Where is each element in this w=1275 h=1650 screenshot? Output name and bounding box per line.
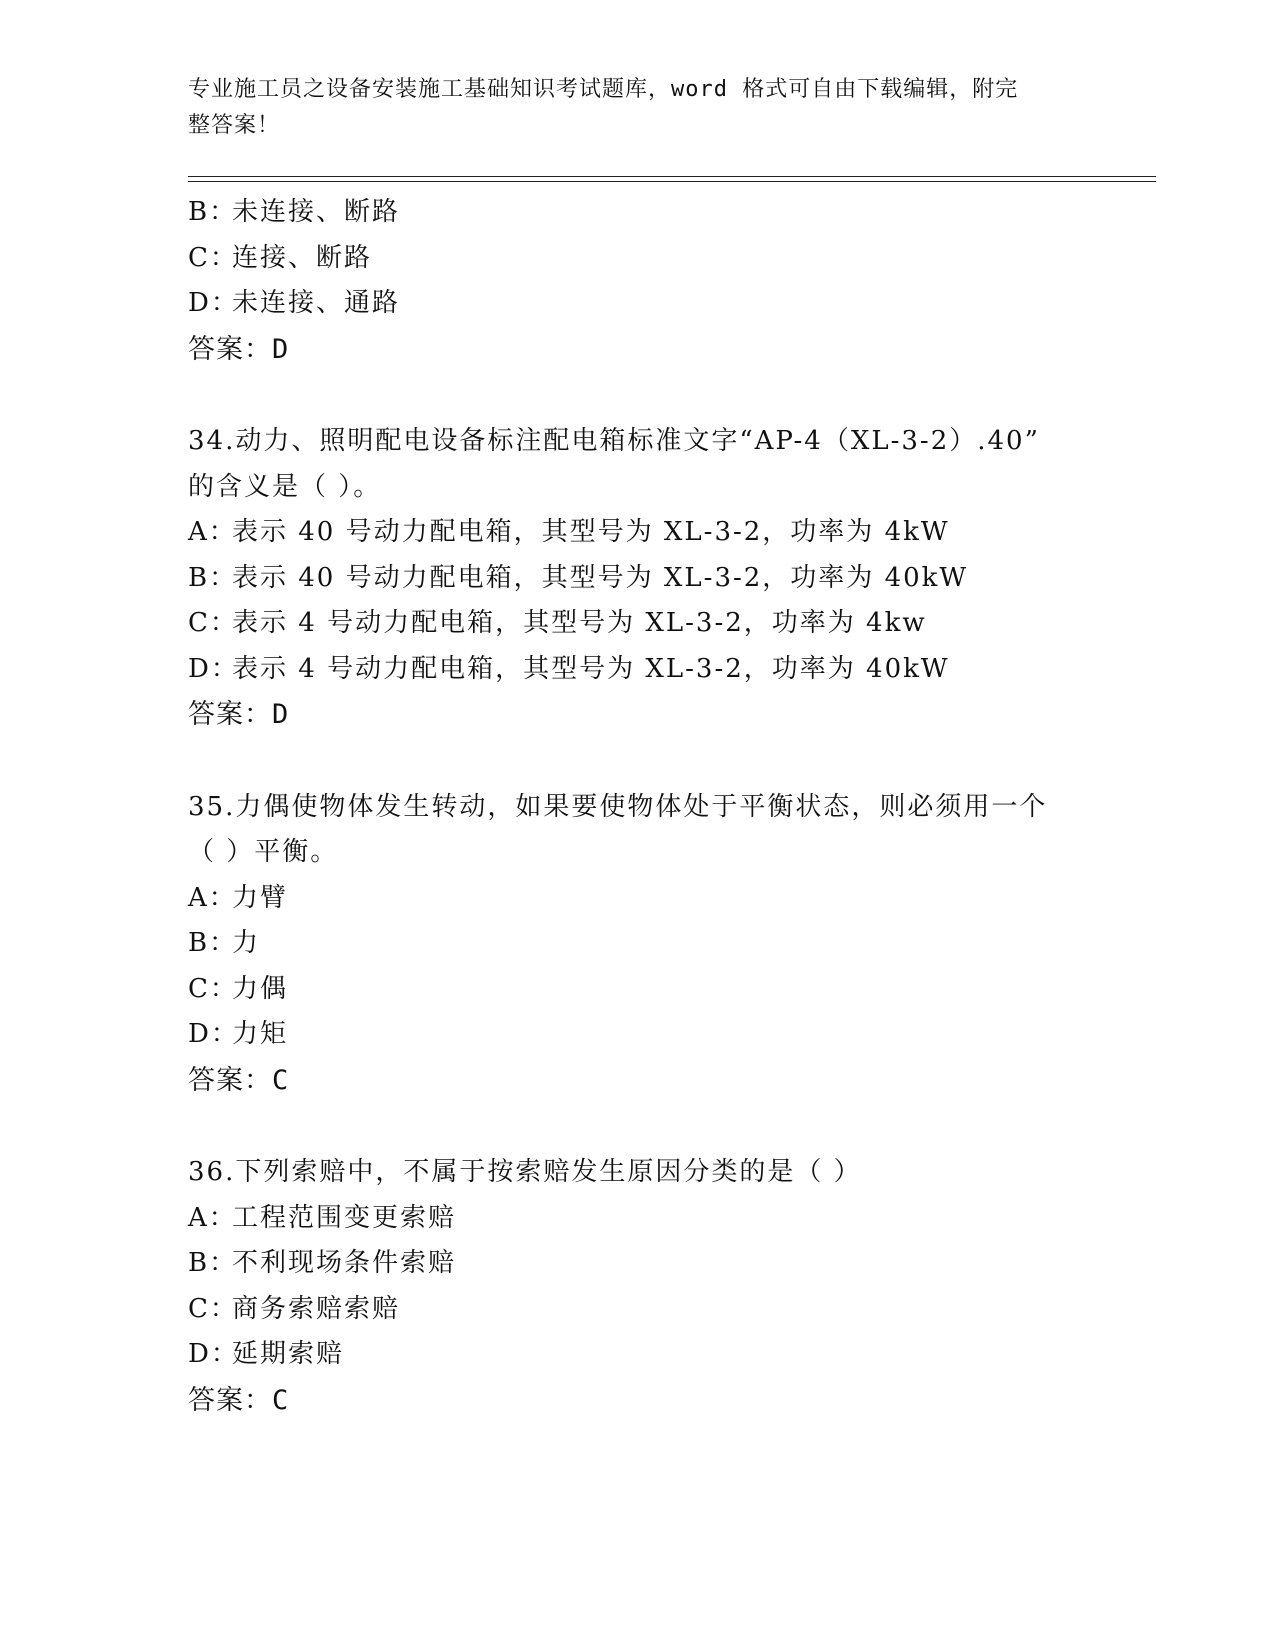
option-key: B： bbox=[188, 1248, 238, 1278]
option-text: 力偶 bbox=[232, 973, 289, 1004]
option-text: 表示 4 号动力配电箱，其型号为 XL-3-2，功率为 4kw bbox=[232, 608, 927, 638]
option-text: 表示 40 号动力配电箱，其型号为 XL-3-2，功率为 40kW bbox=[232, 562, 969, 593]
option-key: C： bbox=[188, 242, 238, 273]
option-key: C： bbox=[188, 973, 238, 1004]
spacer bbox=[188, 1103, 1148, 1150]
option-c bbox=[188, 601, 1148, 647]
header-line-2: 整答案！ bbox=[188, 113, 281, 138]
option-c bbox=[188, 967, 1148, 1013]
header-divider-top bbox=[188, 176, 1156, 177]
document-header bbox=[188, 72, 1068, 144]
option-b bbox=[188, 1241, 1148, 1287]
spacer bbox=[188, 738, 1148, 785]
option-text: 未连接、通路 bbox=[232, 288, 401, 318]
option-b bbox=[188, 921, 1148, 967]
question-block-35 bbox=[188, 785, 1148, 1104]
option-key: A： bbox=[188, 1202, 237, 1233]
question-stem-line-1: 36.下列索赔中，不属于按索赔发生原因分类的是（ ） bbox=[188, 1157, 862, 1187]
option-key: D： bbox=[188, 1339, 239, 1369]
option-key: C： bbox=[188, 608, 238, 638]
spacer bbox=[188, 372, 1148, 419]
option-text: 力矩 bbox=[232, 1019, 289, 1049]
option-key: B： bbox=[188, 197, 238, 227]
question-stem-line-2: （ ）平衡。 bbox=[188, 837, 339, 867]
option-key: A： bbox=[188, 517, 237, 547]
option-c bbox=[188, 1287, 1148, 1333]
option-c bbox=[188, 236, 1148, 282]
answer-line: 答案：D bbox=[188, 699, 290, 730]
option-d bbox=[188, 647, 1148, 693]
option-text: 延期索赔 bbox=[232, 1339, 345, 1369]
option-b bbox=[188, 556, 1148, 602]
option-b bbox=[188, 190, 1148, 236]
answer-line: 答案：C bbox=[188, 1064, 290, 1096]
option-text: 表示 4 号动力配电箱，其型号为 XL-3-2，功率为 40kW bbox=[232, 653, 950, 684]
answer-line: 答案：D bbox=[188, 333, 290, 365]
option-text: 力 bbox=[232, 928, 261, 958]
option-d bbox=[188, 281, 1148, 327]
option-key: B： bbox=[188, 928, 238, 958]
question-stem-line-1: 34.动力、照明配电设备标注配电箱标准文字“AP-4（XL-3-2）.40” bbox=[188, 426, 1040, 456]
question-stem-line-2: 的含义是（ ）。 bbox=[188, 471, 382, 502]
option-text: 商务索赔索赔 bbox=[232, 1293, 401, 1324]
option-text: 工程范围变更索赔 bbox=[232, 1202, 457, 1233]
option-a bbox=[188, 876, 1148, 922]
question-stem-line-1: 35.力偶使物体发生转动，如果要使物体处于平衡状态，则必须用一个 bbox=[188, 791, 1048, 822]
option-text: 力臂 bbox=[232, 882, 289, 913]
header-line-1: 专业施工员之设备安装施工基础知识考试题库，word 格式可自由下载编辑，附完 bbox=[188, 77, 1019, 102]
option-key: C： bbox=[188, 1293, 238, 1324]
option-text: 未连接、断路 bbox=[232, 197, 401, 227]
option-text: 表示 40 号动力配电箱，其型号为 XL-3-2，功率为 4kW bbox=[232, 517, 950, 547]
option-d bbox=[188, 1012, 1148, 1058]
option-a bbox=[188, 510, 1148, 556]
option-d bbox=[188, 1332, 1148, 1378]
question-block-prev bbox=[188, 190, 1148, 372]
option-a bbox=[188, 1196, 1148, 1242]
question-block-34 bbox=[188, 419, 1148, 738]
header-divider-bottom bbox=[188, 181, 1156, 182]
question-list bbox=[188, 190, 1148, 1423]
answer-line: 答案：C bbox=[188, 1384, 290, 1416]
option-text: 连接、断路 bbox=[232, 242, 373, 273]
option-key: D： bbox=[188, 1019, 239, 1049]
question-block-36 bbox=[188, 1150, 1148, 1423]
option-key: D： bbox=[188, 288, 239, 318]
option-key: A： bbox=[188, 882, 237, 913]
option-key: D： bbox=[188, 653, 239, 684]
option-key: B： bbox=[188, 562, 238, 593]
option-text: 不利现场条件索赔 bbox=[232, 1248, 457, 1278]
